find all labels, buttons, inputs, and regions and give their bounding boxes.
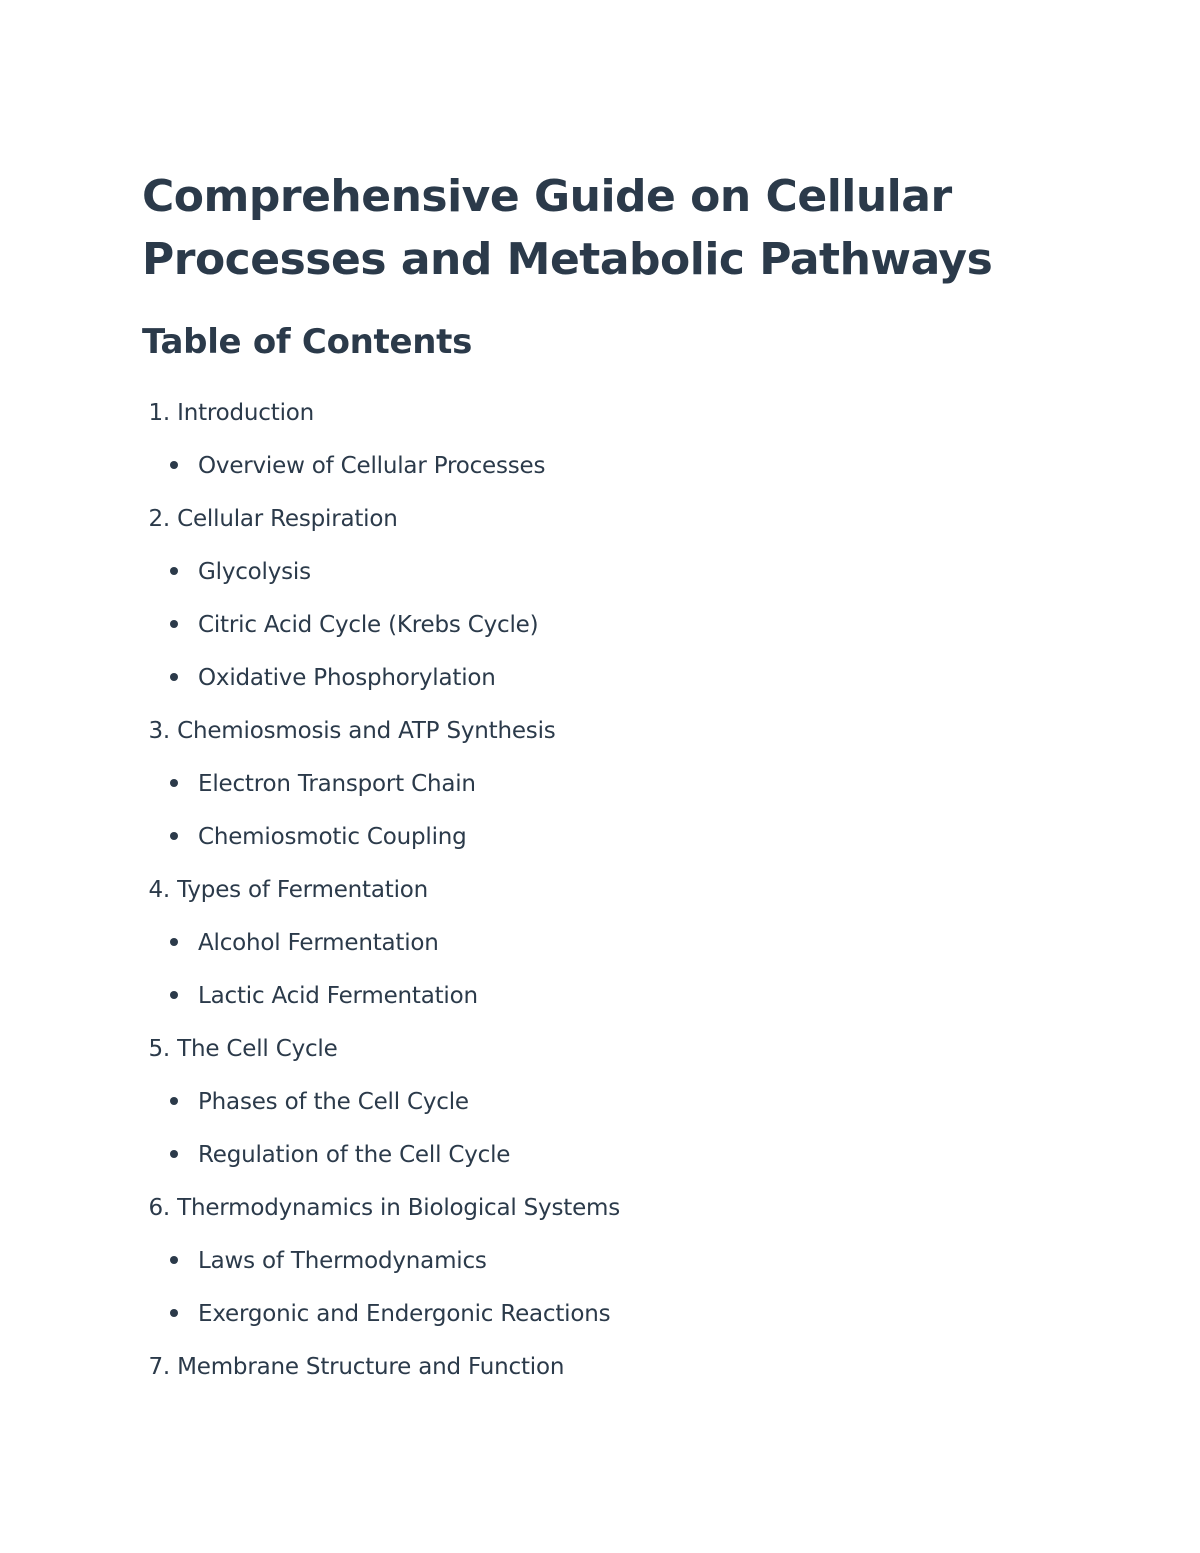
toc-subitem-label: Overview of Cellular Processes — [198, 453, 546, 479]
toc-item-number: 1. — [148, 400, 170, 426]
toc-subitem-label: Alcohol Fermentation — [198, 930, 439, 956]
toc-item-number: 5. — [148, 1036, 170, 1062]
toc-item-label: Thermodynamics in Biological Systems — [177, 1195, 621, 1221]
toc-subitem-label: Exergonic and Endergonic Reactions — [198, 1301, 611, 1327]
toc-subitem-label: Chemiosmotic Coupling — [198, 824, 467, 850]
toc-item-label: Introduction — [177, 400, 315, 426]
bullet-icon — [170, 832, 178, 840]
bullet-icon — [170, 991, 178, 999]
toc-item-label: Chemiosmosis and ATP Synthesis — [177, 718, 556, 744]
bullet-icon — [170, 567, 178, 575]
toc-subitem-label: Phases of the Cell Cycle — [198, 1089, 469, 1115]
bullet-icon — [170, 779, 178, 787]
toc-item-number: 2. — [148, 506, 170, 532]
document-page — [142, 165, 1102, 1394]
toc-item — [142, 493, 1102, 546]
toc-subitem-label: Regulation of the Cell Cycle — [198, 1142, 511, 1168]
bullet-icon — [170, 1256, 178, 1264]
toc-item-number: 4. — [148, 877, 170, 903]
toc-item-number: 6. — [148, 1195, 170, 1221]
toc-subitem-label: Glycolysis — [198, 559, 311, 585]
toc-item-label: The Cell Cycle — [177, 1036, 338, 1062]
toc-item — [142, 387, 1102, 440]
toc-subitem-label: Laws of Thermodynamics — [198, 1248, 487, 1274]
bullet-icon — [170, 1309, 178, 1317]
toc-item-number: 3. — [148, 718, 170, 744]
toc-subitem — [142, 1129, 1102, 1182]
toc-subitem — [142, 970, 1102, 1023]
toc-subitem-label: Citric Acid Cycle (Krebs Cycle) — [198, 612, 539, 638]
toc-subitem-label: Lactic Acid Fermentation — [198, 983, 478, 1009]
toc-item — [142, 1341, 1102, 1394]
toc-item — [142, 1182, 1102, 1235]
toc-subitem — [142, 917, 1102, 970]
toc-subitem — [142, 1235, 1102, 1288]
toc-item — [142, 1023, 1102, 1076]
toc-subitem — [142, 652, 1102, 705]
table-of-contents — [142, 387, 1102, 1394]
document-title: Comprehensive Guide on Cellular Processes and Metabolic Pathways — [142, 171, 993, 285]
bullet-icon — [170, 1150, 178, 1158]
toc-item — [142, 705, 1102, 758]
toc-item-label: Types of Fermentation — [177, 877, 429, 903]
bullet-icon — [170, 938, 178, 946]
toc-item-label: Membrane Structure and Function — [177, 1354, 565, 1380]
bullet-icon — [170, 673, 178, 681]
toc-subitem — [142, 758, 1102, 811]
toc-subitem — [142, 599, 1102, 652]
toc-subitem-label: Electron Transport Chain — [198, 771, 476, 797]
toc-item-number: 7. — [148, 1354, 170, 1380]
toc-subitem — [142, 546, 1102, 599]
bullet-icon — [170, 620, 178, 628]
toc-item — [142, 864, 1102, 917]
toc-subitem — [142, 1076, 1102, 1129]
bullet-icon — [170, 461, 178, 469]
bullet-icon — [170, 1097, 178, 1105]
toc-subitem-label: Oxidative Phosphorylation — [198, 665, 496, 691]
toc-subitem — [142, 811, 1102, 864]
toc-item-label: Cellular Respiration — [177, 506, 398, 532]
toc-subitem — [142, 1288, 1102, 1341]
toc-heading: Table of Contents — [142, 322, 473, 362]
toc-subitem — [142, 440, 1102, 493]
